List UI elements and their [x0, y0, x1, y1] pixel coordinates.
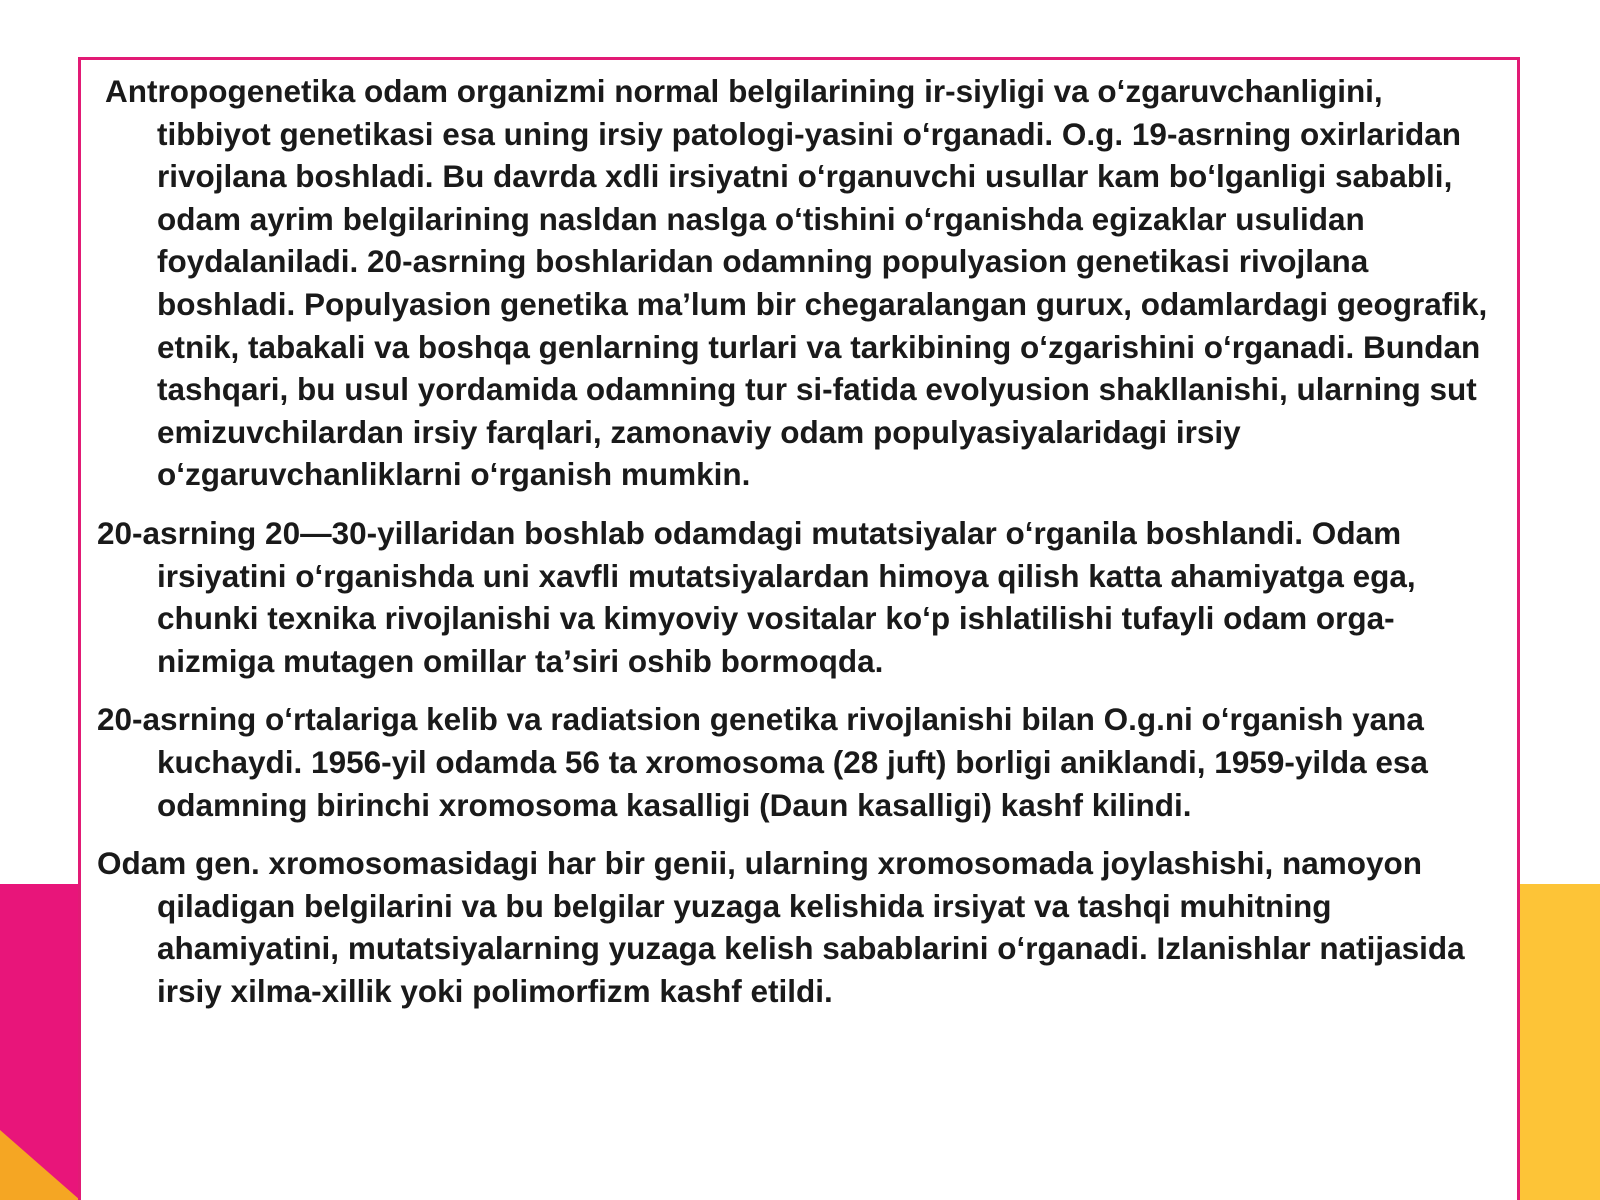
paragraph-mutations: 20-asrning 20—30-yillaridan boshlab odamdagi mutatsiyalar oʻrganila boshlandi. Odam irsiyatini oʻrganishda uni xavfli mutatsiyalardan himoya qilish katta ahamiyatga ega, chunki texnika rivojlanishi va kimyoviy vositalar koʻp ishlatilishi tufayli odam orga-nizmiga mutagen omillar taʼsiri oshib bormoqda. [97, 514, 1416, 679]
orange-decor-triangle [0, 1130, 80, 1200]
paragraph-antropogenetika: Antropogenetika odam organizmi normal belgilarining ir-siyligi va oʻzgaruvchanligini, tibbiyot genetikasi esa uning irsiy patologi-yasini oʻrganadi. O.g. 19-asrning oxirlaridan rivojlana boshladi. Bu davrda xdli irsiyatni oʻrganuvchi usullar kam boʻlganligi sababli, odam ayrim belgilarining nasldan naslga oʻtishini oʻrganishda egizaklar usulidan foydalaniladi. 20-asrning boshlaridan odamning populyasion genetikasi rivojlana boshladi. Populyasion genetika maʼlum bir chegaralangan gurux, odamlardagi geografik, etnik, tabakali va boshqa genlarning turlari va tarkibining oʻzgarishini oʻrganadi. Bundan tashqari, bu usul yordamida odamning tur si-fatida evolyusion shakllanishi, ularning sut emizuvchilardan irsiy farqlari, zamonaviy odam populyasiyalaridagi irsiy oʻzgaruvchanliklarni oʻrganish mumkin. [105, 73, 1488, 493]
yellow-decor-block [1512, 884, 1600, 1200]
paragraph-gene-mapping: Odam gen. xromosomasidagi har bir genii, ularning xromosomada joylashishi, namoyon qiladigan belgilarini va bu belgilar yuzaga kelishida irsiyat va tashqi muhitning ahamiyatini, mutatsiyalarning yuzaga kelish sabablarini oʻrganadi. Izlanishlar natijasida irsiy xilma-xillik yoki polimorfizm kashf etildi. [97, 845, 1465, 1009]
paragraph-radiation-genetics: 20-asrning oʻrtalariga kelib va radiatsion genetika rivojlanishi bilan O.g.ni oʻrganish yana kuchaydi. 1956-yil odamda 56 ta xromosoma (28 juft) borligi aniklandi, 1959-yilda esa odamning birinchi xromosoma kasalligi (Daun kasalligi) kashf kilindi. [97, 701, 1428, 823]
text-frame [78, 57, 1520, 1200]
